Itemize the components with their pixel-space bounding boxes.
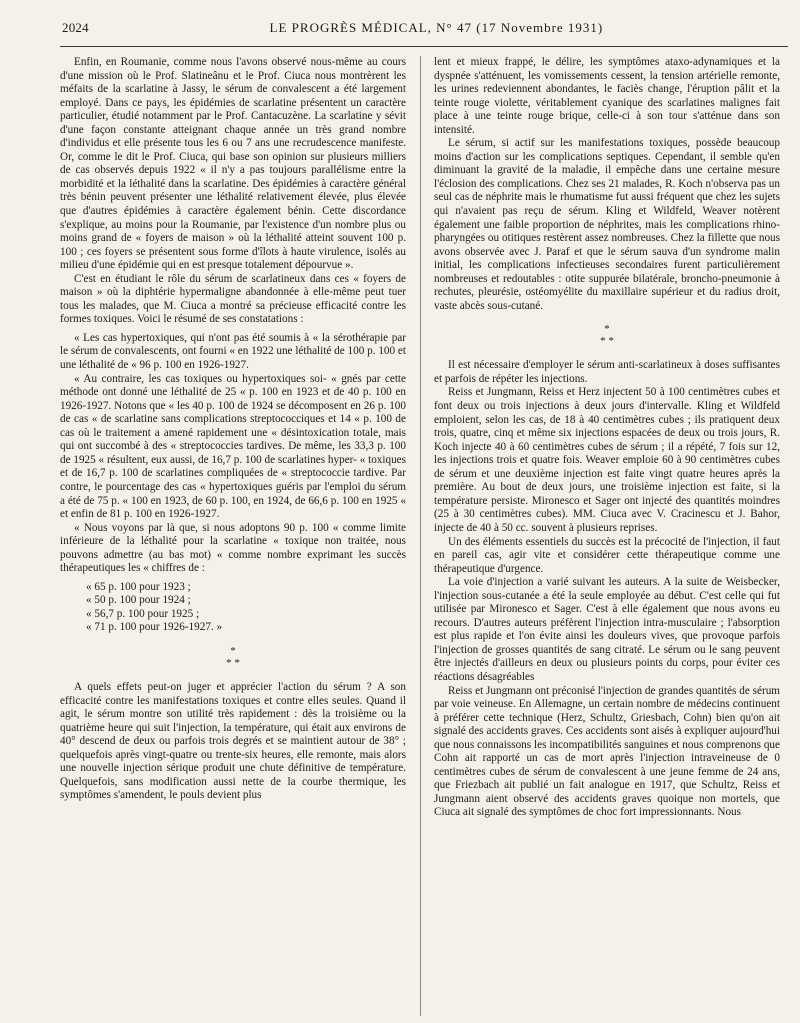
paragraph-continuation: lent et mieux frappé, le délire, les symptômes ataxo-adynamiques et la dyspnée s'atténuent, les vomissements cessent, la tension artérielle remonte, les urines redeviennent abondantes, le faciès change, l'éruption pâlit et la teinte rouge violette, véritablement cyanique des scarlatines malignes fait place à une teinte rouge brique, celle-ci à son tour s'atténue dans son intensité. <box>434 56 780 136</box>
asterism-bottom: * * <box>600 335 614 348</box>
paragraph-roumanie: Enfin, en Roumanie, comme nous l'avons observé nous-même au cours d'une mission où le Prof. Slatineânu et le Prof. Ciuca nous montrèrent les méfaits de la scarlatine à Jassy, le sérum de convalescent a été largement employé. Dans ce pays, les épidémies de scarlatine présentent un caractère particulier, étudié notamment par le Prof. Cantacuzène. La scarlatine y sévit d'une façon constante atteignant chaque année un très grand nombre d'individus et elle présente tous les 6 ou 7 ans une recrudescence manifeste. Or, comme le dit le Prof. Ciuca, qui base son opinion sur plusieurs milliers de cas observés depuis 1922 « il n'y a pas toujours parallélisme entre la morbidité et la léthalité dans la scarlatine. Des épidémies à caractère général très bénin peuvent présenter une léthalité relativement élevée, plus élevée que d'autres épidémies à caractère également bénin. Cette discordance s'explique, au moins pour la Roumanie, par l'existence d'un nombre plus ou moins grand de « foyers de maison » où la léthalité atteint souvent 100 p. 100 ; ces foyers se présentent sous forme d'îlots à haute virulence, isolés au milieu d'une épidémie qui en est presque totalement dépourvue ». <box>60 56 406 272</box>
asterism-top: * <box>230 644 236 657</box>
paragraph-doses: Il est nécessaire d'employer le sérum anti-scarlatineux à doses suffisantes et parfois de répéter les injections. <box>434 359 780 385</box>
list-item: « 65 p. 100 pour 1923 ; <box>86 580 191 593</box>
left-column <box>60 56 406 1016</box>
list-item: « 50 p. 100 pour 1924 ; <box>86 594 191 607</box>
paragraph-complications: Le sérum, si actif sur les manifestations toxiques, possède beaucoup moins d'action sur les complications septiques. Cependant, il semble qu'en diminuant la gravité de la maladie, il empêche dans une certaine mesure l'éclosion des complications. Chez ses 21 malades, R. Koch n'observa pas un seul cas de néphrite mais le rhumatisme fut aussi fréquent que chez les sujets qui n'avaient pas reçu de sérum. Kling et Wildfeld, Weaver notèrent également une faible proportion de néphrites, mais les complications rhino-pharyngées ou otitiques restèrent assez nombreuses. Chez la fillette que nous avons observée avec J. Paraf et que le sérum sauva d'un syndrome malin initial, les complications infectieuses secondaires furent particulièrement nombreuses et redoutables : otite suppurée bilatérale, broncho-pneumonie à rechutes, pleurésie, ostéomyélite du maxillaire supérieur et du radius droit, vaste abcès sous-cutané. <box>434 137 780 312</box>
paragraph-precocite: Un des éléments essentiels du succès est la précocité de l'injection, il faut en pareil cas, agir vite et considérer cette thérapeutique comme une thérapeutique d'urgence. <box>434 535 780 575</box>
paragraph-voie-injection: La voie d'injection a varié suivant les auteurs. A la suite de Weisbecker, l'injection sous-cutanée a été la seule employée au début. C'est celle qui fut utilisée par Mironesco et Sager. C'est à elle également que nous avons eu recours. D'autres auteurs préfèrent l'injection intra-musculaire ; l'absorption est plus rapide et l'on évite ainsi les douleurs vives, que provoque parfois l'injection de grosses quantités de sang citraté. Le sérum ou le sang peuvent être injectés d'ailleurs en deux ou plusieurs points du corps, pour éviter ces réactions désagréables <box>434 576 780 683</box>
running-header <box>62 20 784 42</box>
paragraph-voie-veineuse: Reiss et Jungmann ont préconisé l'injection de grandes quantités de sérum par voie veineuse. En Allemagne, un certain nombre de médecins continuent à préférer cette technique (Herz, Schultz, Griesbach, Cohn) bien qu'on ait signalé des accidents graves. Ces accidents sont aisés à expliquer aujourd'hui que nous connaissons les incompatibilités sanguines et nous comprenons que Cohn ait rapporté un cas de mort après l'injection intraveineuse de 0 centimètres cubes de sérum de convalescent à une jeune femme de 24 ans, que Friezbach ait publié un fait analogue en 1917, que Schultz, Reiss et Jungmann aient observé des accidents graves quoique non mortels, que Ciuca ait signalé des symptômes de choc fort impressionnants. Nous <box>434 684 780 819</box>
paragraph-effets: A quels effets peut-on juger et apprécier l'action du sérum ? A son efficacité contre les manifestations toxiques et contre elles seules. Quand il agit, le sérum montre son utilité très rapidement : dès la troisième ou la quatrième heure qui suit l'injection, la température, qui était aux environs de 40° descend de deux ou parfois trois degrés et se maintient autour de 38° ; quelquefois après vingt-quatre ou trente-six heures, elle remonte, mais alors une nouvelle injection sérique produit une chute définitive de température. Quelquefois, sans modification aussi nette de la courbe thermique, les symptômes s'amendent, le pouls devient plus <box>60 680 406 802</box>
page-number: 2024 <box>62 20 89 35</box>
journal-title: LE PROGRÈS MÉDICAL, N° 47 (17 Novembre 1931) <box>269 20 604 35</box>
paragraph-foyers: C'est en étudiant le rôle du sérum de scarlatineux dans ces « foyers de maison » où la diphtérie hypermaligne abandonnée à elle-même peut tuer tous les malades, que M. Ciuca a montré sa précieuse efficacité contre les formes toxiques. Voici le résumé de ses constatations : <box>60 272 406 326</box>
quote-hypertoxiques: « Les cas hypertoxiques, qui n'ont pas été soumis à « la sérothérapie par le sérum de convalescents, ont fourni « en 1922 une léthalité de 100 p. 100 et une léthalité de « 96 p. 100 en 1926-1927. <box>60 331 406 372</box>
quote-limite-inferieure: « Nous voyons par là que, si nous adoptons 90 p. 100 « comme limite inférieure de la léthalité pour la scarlatine « toxique non traitée, nous pouvons admettre (au bas mot) « comme nombre exprimant les succès thérapeutiques les « chiffres de : <box>60 521 406 575</box>
column-divider <box>420 56 421 1016</box>
quote-toxiques-soignes: « Au contraire, les cas toxiques ou hypertoxiques soi- « gnés par cette méthode ont donné une léthalité de 25 « p. 100 en 1923 et de 40 p. 100 en 1926-1927. Notons que « les 40 p. 100 de 1924 se décomposent en 26 p. 100 de cas « de scarlatine sans complications streptococciques et 14 « p. 100 de cas où le traitement a amené rapidement une « désintoxication totale, mais qui ont succombé à des « streptococcies tardives. De même, les 33,3 p. 100 de 1925 « résultent, eux aussi, de 16,7 p. 100 de scarlatines hyper- « toxiques et de 16,7 p. 100 de scarlatines compliquées de « streptococcie tardive. Par contre, le pourcentage des cas « hypertoxiques guéris par l'emploi du sérum a été de 75 p. « 100 en 1923, de 60 p. 100, en 1924, de 66,6 p. 100 en 1925 « et enfin de 81 p. 100 en 1926-1927. <box>60 372 406 521</box>
section-separator <box>434 323 780 347</box>
list-item: « 56,7 p. 100 pour 1925 ; <box>86 607 200 620</box>
right-column <box>434 56 780 1016</box>
section-separator <box>60 645 406 669</box>
paragraph-injections: Reiss et Jungmann, Reiss et Herz injectent 50 à 100 centimètres cubes et font deux ou trois injections à deux jours d'intervalle. Kling et Wildfeld emploient, selon les cas, de 18 à 40 centimètres cubes ; ils pratiquent deux trois, quatre, cinq et même six injections espacées de deux ou trois jours, R. Koch injecte 40 à 60 centimètres cubes de sérum ; il a répété, 7 fois sur 12, les injections trois et quatre fois. Weaver emploie 60 à 90 centimètres cubes de sérum et une deuxième injection est faite vingt quatre heures après la première. Au bout de deux jours, une troisième injection est faite, si la température persiste. Mironesco et Sager ont injecté des quantités moindres (25 à 30 centimètres cubes). MM. Ciuca avec V. Cracinescu et J. Bahor, injecte de 40 à 50 cc. souvent à plusieurs reprises. <box>434 386 780 534</box>
header-rule <box>60 46 788 47</box>
asterism-top: * <box>604 323 610 336</box>
list-item: « 71 p. 100 pour 1926-1927. » <box>86 621 223 634</box>
asterism-bottom: * * <box>226 656 240 669</box>
